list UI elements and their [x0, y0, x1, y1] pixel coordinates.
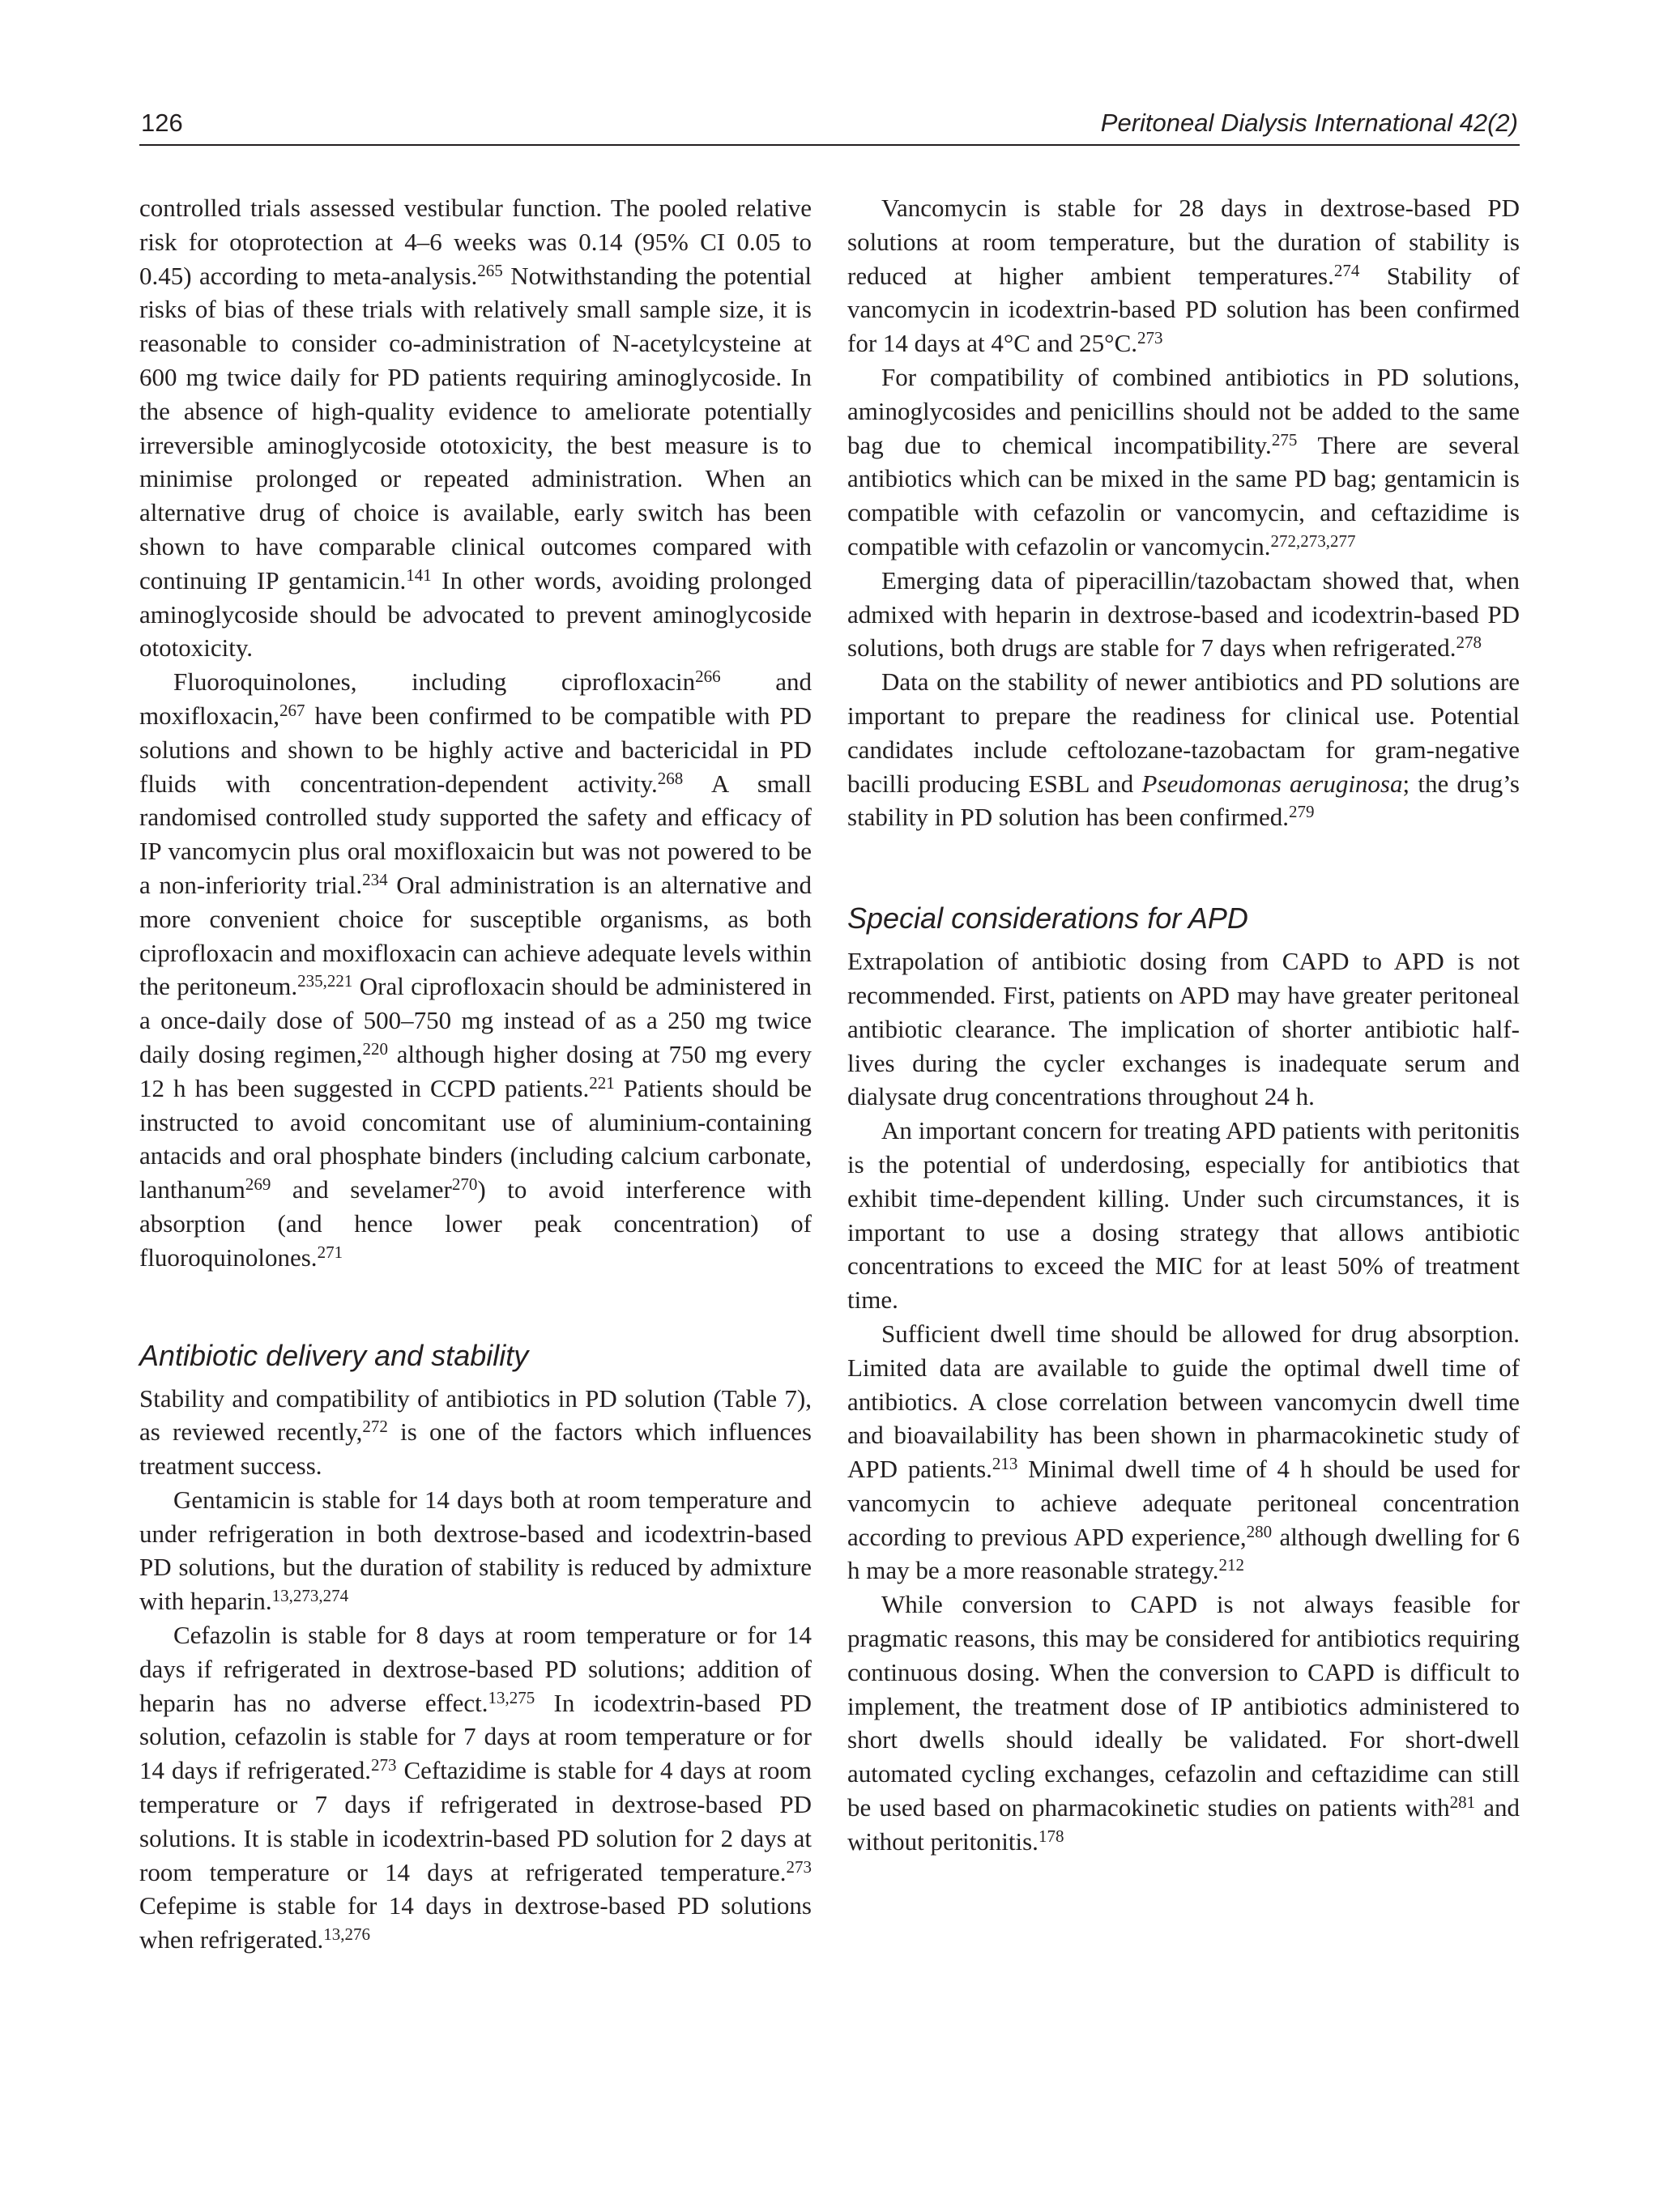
paragraph: Gentamicin is stable for 14 days both at room temperature and under refrigeration in both dextrose-based and icodextrin-based PD solutions, but the duration of stability is reduced by admixture with heparin.$^{13,273,274}$: [139, 1485, 812, 1616]
citation: 275: [1271, 429, 1298, 450]
species-name: Pseudomonas aeruginosa: [1141, 769, 1403, 798]
citation: 278: [1456, 633, 1482, 653]
citation: 178: [1038, 1826, 1064, 1846]
citation: 220: [362, 1038, 388, 1059]
citation: 13,276: [323, 1924, 370, 1945]
paragraph: Sufficient dwell time should be allowed for drug absorption. Limited data are available to guide the optimal dwell time of antibiotics. A close correlation between vancomycin dwell time and bioavailability has been shown in pharmacokinetic study of APD patients.$^{213}$ Minimal dwell time of 4 h should be used for vancomycin to achieve adequate peritoneal concentration according to previous APD experience,$^{280}$ although dwelling for 6 h may be a more reasonable strategy.$^{212}$: [847, 1319, 1520, 1585]
citation: 279: [1289, 802, 1315, 822]
right-column: [847, 191, 1520, 1859]
paragraph: For compatibility of combined antibiotics in PD solutions, aminoglycosides and penicillins should not be added to the same bag due to chemical incompatibility.$^{275}$ There are several antibiotics which can be mixed in the same PD bag; gentamicin is compatible with cefazolin or vancomycin, and ceftazidime is compatible with cefazolin or vancomycin.$^{272,273,277}$: [847, 362, 1520, 560]
citation: 268: [657, 768, 684, 788]
paragraph: Emerging data of piperacillin/tazobactam showed that, when admixed with heparin in dextrose-based and icodextrin-based PD solutions, both drugs are stable for 7 days when refrigerated.$^{278}$: [847, 565, 1520, 663]
citation: 269: [245, 1174, 271, 1195]
paragraph: An important concern for treating APD patients with peritonitis is the potential of underdosing, especially for antibiotics that exhibit time-dependent killing. Under such circumstances, it is important to use a dosing strategy that allows antibiotic concentrations to exceed the MIC for at least 50% of treatment time.: [847, 1116, 1520, 1315]
citation: 274: [1333, 260, 1360, 280]
citation: 271: [317, 1242, 343, 1262]
page-number: 126: [141, 109, 183, 137]
paragraph: Fluoroquinolones, including ciprofloxacin$^{266}$ and moxifloxacin,$^{267}$ have been confirmed to be compatible with PD solutions and shown to be highly active and bactericidal in PD fluids with concentration-dependent activity.$^{268}$ A small randomised controlled study supported the safety and efficacy of IP vancomycin plus oral moxifloxaicin but was not powered to be a non-inferiority trial.$^{234}$ Oral administration is an alternative and more convenient choice for susceptible organisms, as both ciprofloxacin and moxifloxacin can achieve adequate levels within the peritoneum.$^{235,221}$ Oral ciprofloxacin should be administered in a once-daily dose of 500–750 mg instead of as a 250 mg twice daily dosing regimen,$^{220}$ although higher dosing at 750 mg every 12 h has been suggested in CCPD patients.$^{221}$ Patients should be instructed to avoid concomitant use of aluminium-containing antacids and oral phosphate binders (including calcium carbonate, lanthanum$^{269}$ and sevelamer$^{270}$) to avoid interference with absorption (and hence lower peak concentration) of fluoroquinolones.$^{271}$: [139, 667, 812, 1272]
citation: 235,221: [297, 971, 353, 991]
citation: 273: [786, 1856, 812, 1877]
citation: 266: [695, 667, 721, 687]
paragraph: Stability and compatibility of antibiotics in PD solution (Table 7), as reviewed recently,$^{272}$ is one of the factors which influences treatment success.: [139, 1383, 812, 1481]
paragraph: While conversion to CAPD is not always feasible for pragmatic reasons, this may be considered for antibiotics requiring continuous dosing. When the conversion to CAPD is difficult to implement, the treatment dose of IP antibiotics administered to short dwells should ideally be validated. For short-dwell automated cycling exchanges, cefazolin and ceftazidime can still be used based on pharmacokinetic studies on patients with$^{281}$ and without peritonitis.$^{178}$: [847, 1590, 1520, 1856]
citation: 270: [451, 1174, 478, 1195]
journal-title: Peritoneal Dialysis International 42(2): [1100, 109, 1518, 137]
citation: 272,273,277: [1270, 531, 1356, 551]
citation: 212: [1218, 1555, 1244, 1575]
citation: 234: [362, 869, 388, 889]
citation: 141: [406, 565, 432, 585]
paragraph: Cefazolin is stable for 8 days at room temperature or for 14 days if refrigerated in dextrose-based PD solutions; addition of heparin has no adverse effect.$^{13,275}$ In icodextrin-based PD solution, cefazolin is stable for 7 days at room temperature or for 14 days if refrigerated.$^{273}$ Ceftazidime is stable for 4 days at room temperature or 7 days if refrigerated in dextrose-based PD solutions. It is stable in icodextrin-based PD solution for 2 days at room temperature or 14 days at refrigerated temperature.$^{273}$ Cefepime is stable for 14 days in dextrose-based PD solutions when refrigerated.$^{13,276}$: [139, 1621, 812, 1954]
paragraph: Data on the stability of newer antibiotics and PD solutions are important to prepare the readiness for clinical use. Potential candidates include ceftolozane-tazobactam for gram-negative bacilli producing ESBL and Pseudomonas aeruginosa; the drug’s stability in PD solution has been confirmed.$^{279}$: [847, 667, 1520, 832]
citation: 267: [279, 700, 305, 720]
citation: 13,273,274: [271, 1586, 349, 1606]
citation: 272: [362, 1417, 388, 1437]
citation: 221: [589, 1072, 615, 1093]
citation: 265: [477, 260, 503, 280]
paragraph: Vancomycin is stable for 28 days in dextrose-based PD solutions at room temperature, but the duration of stability is reduced at higher ambient temperatures.$^{274}$ Stability of vancomycin in icodextrin-based PD solution has been confirmed for 14 days at 4°C and 25°C.$^{273}$: [847, 194, 1520, 358]
citation: 273: [370, 1755, 397, 1775]
paragraph: Extrapolation of antibiotic dosing from CAPD to APD is not recommended. First, patients on APD may have greater peritoneal antibiotic clearance. The implication of shorter antibiotic half-lives during the cycler exchanges is inadequate serum and dialysate drug concentrations throughout 24 h.: [847, 947, 1520, 1111]
citation: 13,275: [488, 1687, 535, 1707]
running-header: [139, 104, 1520, 146]
paragraph: controlled trials assessed vestibular function. The pooled relative risk for otoprotection at 4–6 weeks was 0.14 (95% CI 0.05 to 0.45) according to meta-analysis.$^{265}$ Notwithstanding the potential risks of bias of these trials with relatively small sample size, it is reasonable to consider co-administration of N-acetylcysteine at 600 mg twice daily for PD patients requiring aminoglycoside. In the absence of high-quality evidence to ameliorate potentially irreversible aminoglycoside ototoxicity, the best measure is to minimise prolonged or repeated administration. When an alternative drug of choice is available, early switch has been shown to have comparable clinical outcomes compared with continuing IP gentamicin.$^{141}$ In other words, avoiding prolonged aminoglycoside should be advocated to prevent aminoglycoside ototoxicity.: [139, 194, 812, 663]
citation: 213: [992, 1454, 1018, 1474]
left-column: [139, 191, 812, 1957]
section-heading: Antibiotic delivery and stability: [139, 1338, 529, 1372]
citation: 280: [1246, 1521, 1273, 1541]
citation: 281: [1449, 1792, 1476, 1813]
citation: 273: [1137, 328, 1163, 348]
section-heading: Special considerations for APD: [847, 901, 1248, 936]
